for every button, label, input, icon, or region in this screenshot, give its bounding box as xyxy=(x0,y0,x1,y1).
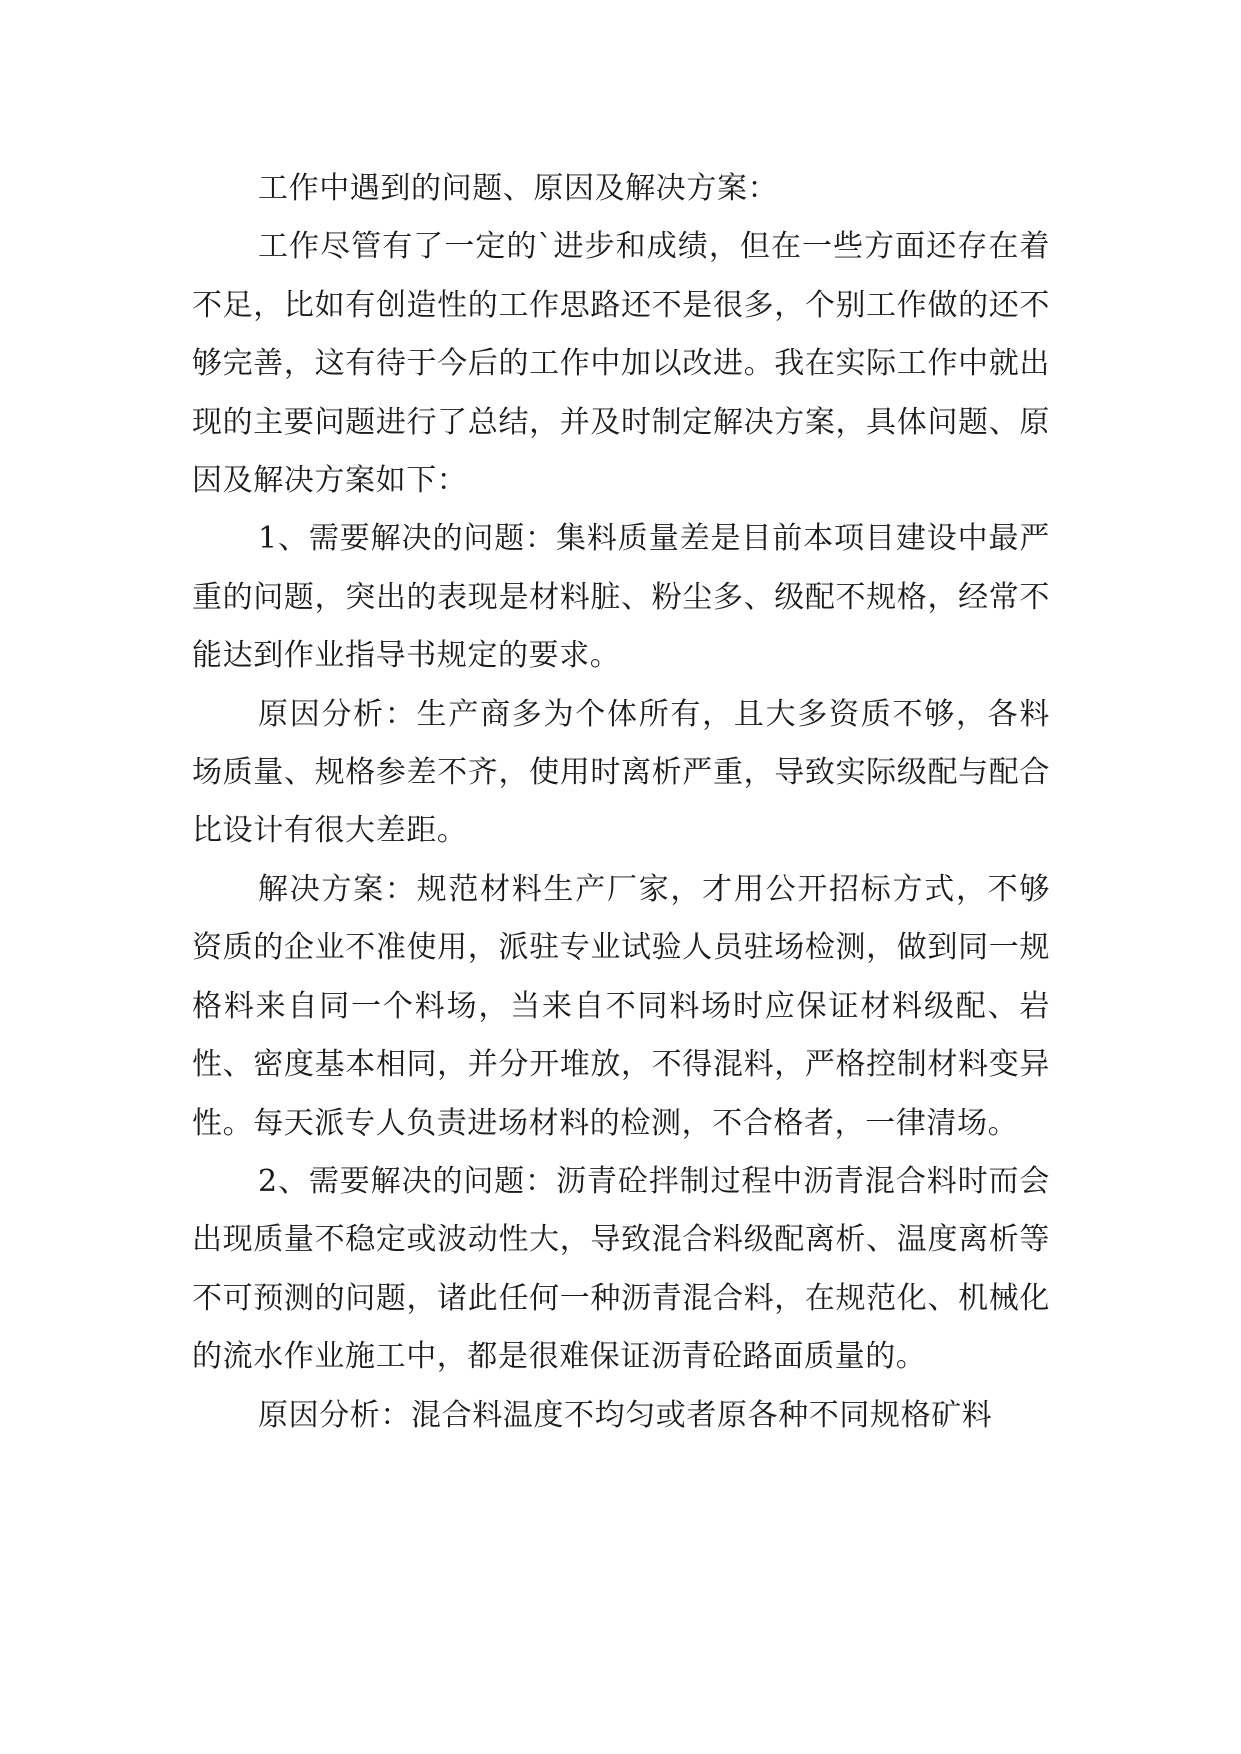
paragraph-heading: 工作中遇到的问题、原因及解决方案： xyxy=(258,171,779,206)
document-body xyxy=(192,160,1050,1445)
paragraph-cause-2: 原因分析：混合料温度不均匀或者原各种不同规格矿料 xyxy=(258,1397,993,1433)
paragraph-solution-1: 解决方案：规范材料生产厂家，才用公开招标方式，不够资质的企业不准使用，派驻专业试验人员驻场检测，做到同一规格料来自同一个料场，当来自不同料场时应保证材料级配、岩性、密度基本相同，并分开堆放，不得混料，严格控制材料变异性。每天派专人负责进场材料的检测，不合格者，一律清场。 xyxy=(192,871,1050,1141)
paragraph-problem-2: 2、需要解决的问题：沥青砼拌制过程中沥青混合料时而会出现质量不稳定或波动性大，导致混合料级配离析、温度离析等不可预测的问题，诸此任何一种沥青混合料，在规范化、机械化的流水作业施工中，都是很难保证沥青砼路面质量的。 xyxy=(192,1163,1050,1375)
paragraph-intro: 工作尽管有了一定的`进步和成绩，但在一些方面还存在着不足，比如有创造性的工作思路还不是很多，个别工作做的还不够完善，这有待于今后的工作中加以改进。我在实际工作中就出现的主要问题进行了总结，并及时制定解决方案，具体问题、原因及解决方案如下： xyxy=(192,229,1050,499)
paragraph-cause-1: 原因分析：生产商多为个体所有，且大多资质不够，各料场质量、规格参差不齐，使用时离析严重，导致实际级配与配合比设计有很大差距。 xyxy=(192,696,1050,849)
paragraph-problem-1: 1、需要解决的问题：集料质量差是目前本项目建设中最严重的问题，突出的表现是材料脏、粉尘多、级配不规格，经常不能达到作业指导书规定的要求。 xyxy=(192,521,1050,674)
